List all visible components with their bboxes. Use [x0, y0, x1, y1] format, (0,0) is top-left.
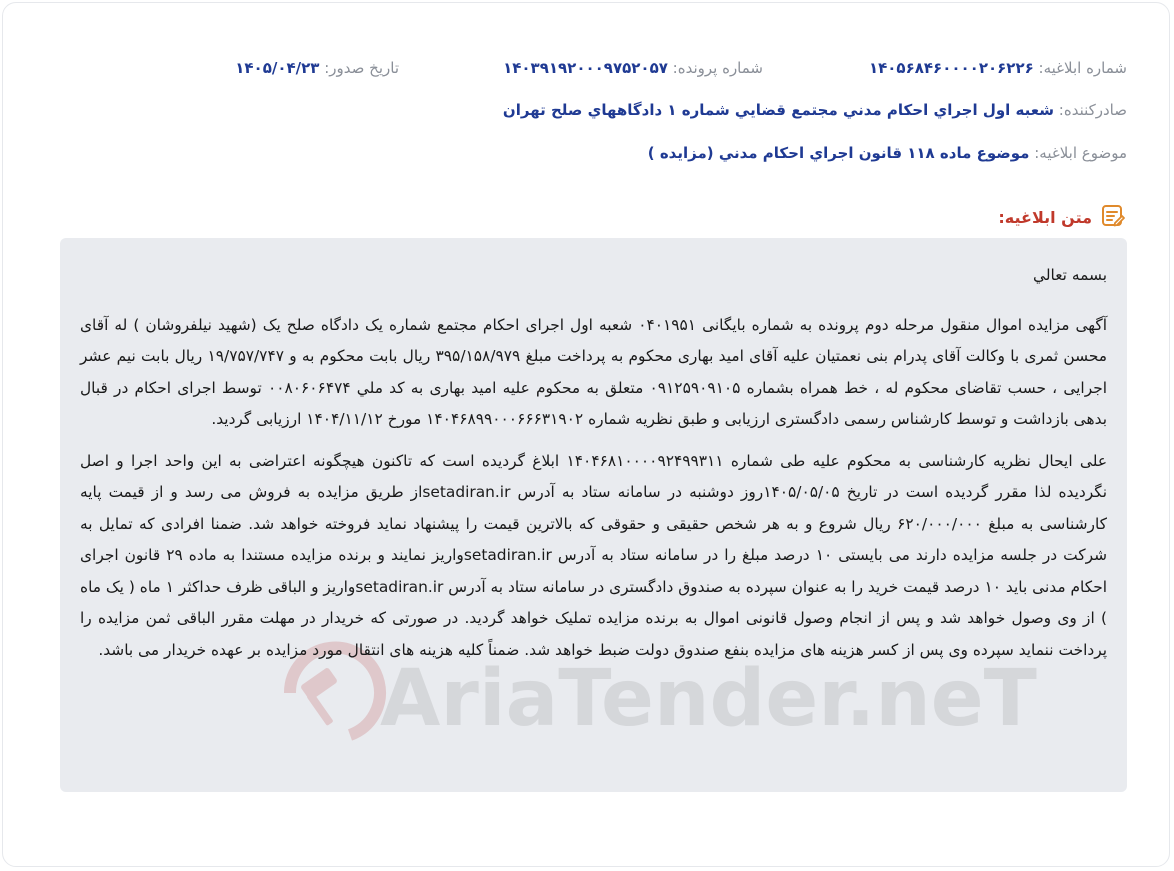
subject-value: موضوع ماده ۱۱۸ قانون اجراي احكام مدني (مزايده ) [647, 144, 1030, 162]
notice-number-value: ۱۴۰۵۶۸۴۶۰۰۰۰۲۰۶۲۲۶ [868, 59, 1034, 77]
issuer-label: صادرکننده: [1058, 101, 1127, 119]
issuer [503, 101, 1127, 119]
watermark-text: AriaTender.neT [380, 654, 1037, 744]
paragraph-1: آگهی مزایده اموال منقول مرحله دوم پرونده به شماره بایگانی ۰۴۰۱۹۵۱ شعبه اول اجرای احکام مجتمع شماره یک دادگاه صلح یک (شهید نیلفروشان ) له آقای محسن ثمری با وکالت آقای پدرام بنی نعمتیان علیه آقای امید بهاری محکوم به پرداخت مبلغ ۳۹۵/۱۵۸/۹۷۹ ریال بابت محکوم به و ۱۹/۷۵۷/۷۴۷ ریال بابت نیم عشر اجرایی ، حسب تقاضای محکوم له ، خط همراه بشماره ۰۹۱۲۵۹۰۹۱۰۵ متعلق به محکوم علیه امید بهاری به کد ملي ۰۰۸۰۶۰۶۴۷۴ توسط اجرای احکام در قبال بدهی بازداشت و توسط کارشناس رسمی دادگستری ارزیابی و طبق نظریه شماره ۱۴۰۴۶۸۹۹۰۰۰۶۶۶۳۱۹۰۲ مورخ ۱۴۰۴/۱۱/۱۲ ارزیابی گردید. [80, 315, 1108, 428]
subject-label: موضوع ابلاغیه: [1034, 144, 1127, 162]
issue-date-value: ۱۴۰۵/۰۴/۲۳ [235, 59, 320, 77]
section-title: متن ابلاغیه: [998, 207, 1092, 227]
notice-text-header [998, 202, 1126, 232]
notice-number-label: شماره ابلاغیه: [1038, 59, 1127, 77]
paragraph-2: علی ایحال نظریه کارشناسی به محکوم علیه طی شماره ۱۴۰۴۶۸۱۰۰۰۰۹۲۴۹۹۳۱۱ ابلاغ گردیده است که تاکنون هیچگونه اعتراضی به این واحد اجرا و اصل نگردیده لذا مقرر گردیده است در تاریخ ۱۴۰۵/۰۵/۰۵روز دوشنبه در سامانه ستاد به آدرس setadiran.irاز طریق مزایده به فروش می رسد و از قیمت پایه کارشناسی به مبلغ ۶۲۰/۰۰۰/۰۰۰ ریال شروع و به هر شخص حقیقی و حقوقی که بالاترین قیمت را پیشنهاد نماید فروخته خواهد شد. ضمنا افرادی که تمایل به شرکت در جلسه مزایده دارند می بایستی ۱۰ درصد مبلغ را در سامانه ستاد به آدرس setadiran.irواریز نمایند و برنده مزایده مستندا به ماده ۲۹ قانون اجرای احکام مدنی باید ۱۰ درصد قیمت خرید را به عنوان سپرده به صندوق دادگستری در سامانه ستاد به آدرس setadiran.irواریز و الباقی ظرف حداکثر ۱ ماه ( یک ماه ) از وی وصول خواهد شد و پس از انجام وصول قانونی اموال به برنده مزایده تملیک خواهد گردید. در صورتی که خریدار در مهلت مقرر الباقی ثمن مزایده را پرداخت ننماید سپرده وی پس از کسر هزینه های مزایده بنفع صندوق دولت ضبط خواهد شد. ضمناً کلیه هزینه های انتقال مورد مزایده بر عهده خریدار می باشد. [80, 451, 1108, 659]
issue-date [235, 59, 399, 77]
notice-subject [648, 144, 1127, 162]
case-number-label: شماره پرونده: [672, 59, 763, 77]
case-number [503, 59, 763, 77]
notice-number [869, 59, 1127, 77]
issue-date-label: تاریخ صدور: [324, 59, 399, 77]
case-number-value: ۱۴۰۳۹۱۹۲۰۰۰۹۷۵۲۰۵۷ [503, 59, 668, 77]
notice-text-box [60, 238, 1127, 792]
greeting: بسمه تعالي [1033, 266, 1107, 284]
document-text-icon [1100, 202, 1126, 232]
notice-body [80, 260, 1107, 666]
issuer-value: شعبه اول اجراي احكام مدني مجتمع قضايي شماره ۱ دادگاههاي صلح تهران [502, 101, 1054, 119]
